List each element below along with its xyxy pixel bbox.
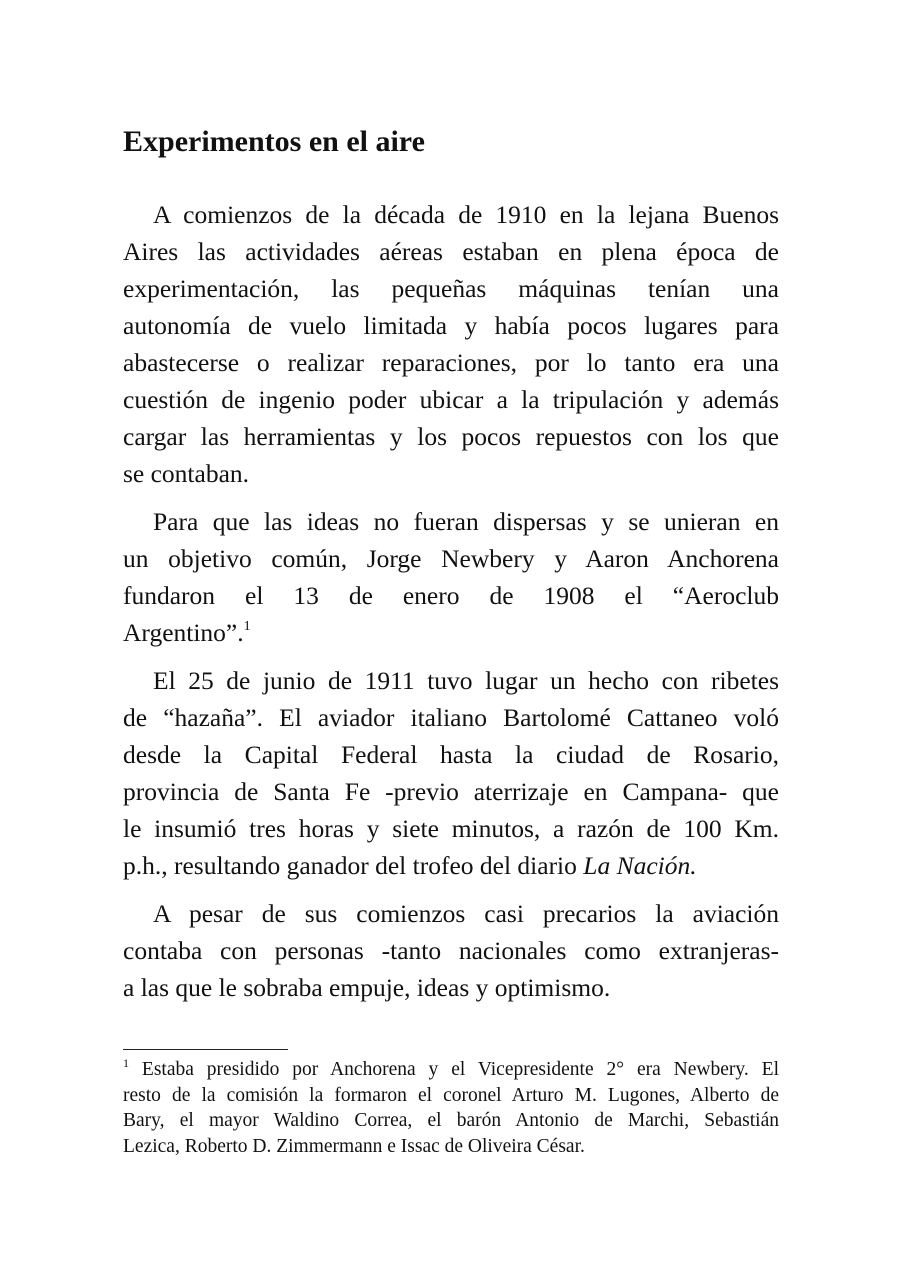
footnote [123, 1057, 779, 1160]
text-segment: p.h., resultando ganador del trofeo del diario [123, 851, 584, 880]
text-segment: La Nación. [583, 851, 697, 880]
text-segment: A pesar de sus comienzos casi precarios la aviación [153, 899, 779, 928]
text-segment: fundaron el 13 de enero de 1908 el “Aeroclub [123, 581, 779, 610]
text-segment: A comienzos de la década de 1910 en la lejana Buenos [153, 200, 779, 229]
text-line [123, 577, 779, 614]
text-line [123, 810, 779, 847]
text-segment: desde la Capital Federal hasta la ciudad de Rosario, [123, 740, 779, 769]
text-segment: experimentación, las pequeñas máquinas tenían una [123, 274, 779, 303]
text-segment: autonomía de vuelo limitada y había pocos lugares para [123, 311, 779, 340]
text-line [123, 1083, 779, 1109]
text-segment: Argentino”. [123, 618, 244, 647]
paragraph [123, 895, 779, 1006]
page-title: Experimentos en el aire [123, 125, 425, 158]
text-segment: de “hazaña”. El aviador italiano Bartolomé Cattaneo voló [123, 703, 779, 732]
text-line [123, 614, 779, 651]
text-segment: Estaba presidido por Anchorena y el Vicepresidente 2° era Newbery. El [129, 1059, 779, 1080]
text-segment: cargar las herramientas y los pocos repuestos con los que [123, 422, 779, 451]
text-segment: El 25 de junio de 1911 tuvo lugar un hecho con ribetes [153, 666, 779, 695]
text-line [123, 503, 779, 540]
text-line [123, 773, 779, 810]
paragraph [123, 503, 779, 651]
body-text [123, 196, 779, 1017]
text-line [123, 540, 779, 577]
text-segment: le insumió tres horas y siete minutos, a razón de 100 Km. [123, 814, 779, 843]
footnotes [123, 1057, 779, 1171]
text-segment: Para que las ideas no fueran dispersas y se unieran en [153, 507, 779, 536]
text-line [123, 1134, 779, 1160]
text-line [123, 455, 779, 492]
text-segment: Aires las actividades aéreas estaban en plena época de [123, 237, 779, 266]
text-segment: cuestión de ingenio poder ubicar a la tripulación y además [123, 385, 779, 414]
text-line [123, 932, 779, 969]
text-segment: abastecerse o realizar reparaciones, por lo tanto era una [123, 348, 779, 377]
text-line [123, 418, 779, 455]
text-line [123, 381, 779, 418]
text-line [123, 270, 779, 307]
text-segment: a las que le sobraba empuje, ideas y optimismo. [123, 973, 611, 1002]
text-line [123, 895, 779, 932]
text-segment: Lezica, Roberto D. Zimmermann e Issac de Oliveira César. [123, 1136, 585, 1158]
text-line [123, 233, 779, 270]
text-line [123, 307, 779, 344]
text-segment: provincia de Santa Fe -previo aterrizaje en Campana- que [123, 777, 779, 806]
footnote-marker: 1 [243, 619, 251, 634]
text-line [123, 344, 779, 381]
text-segment: un objetivo común, Jorge Newbery y Aaron Anchorena [123, 544, 779, 573]
footnote-divider [123, 1049, 288, 1050]
footnote-marker: 1 [123, 1056, 129, 1070]
text-line [123, 1108, 779, 1134]
text-line [123, 847, 779, 884]
text-segment: se contaban. [123, 459, 250, 488]
text-line [123, 969, 779, 1006]
text-segment: contaba con personas -tanto nacionales como extranjeras- [123, 936, 779, 965]
text-segment: resto de la comisión la formaron el coronel Arturo M. Lugones, Alberto de [123, 1084, 779, 1106]
paragraph [123, 196, 779, 492]
text-line [123, 699, 779, 736]
text-line [123, 196, 779, 233]
text-line [123, 662, 779, 699]
paragraph [123, 662, 779, 884]
text-line [123, 1057, 779, 1083]
text-line [123, 736, 779, 773]
text-segment: Bary, el mayor Waldino Correa, el barón Antonio de Marchi, Sebastián [123, 1110, 779, 1132]
